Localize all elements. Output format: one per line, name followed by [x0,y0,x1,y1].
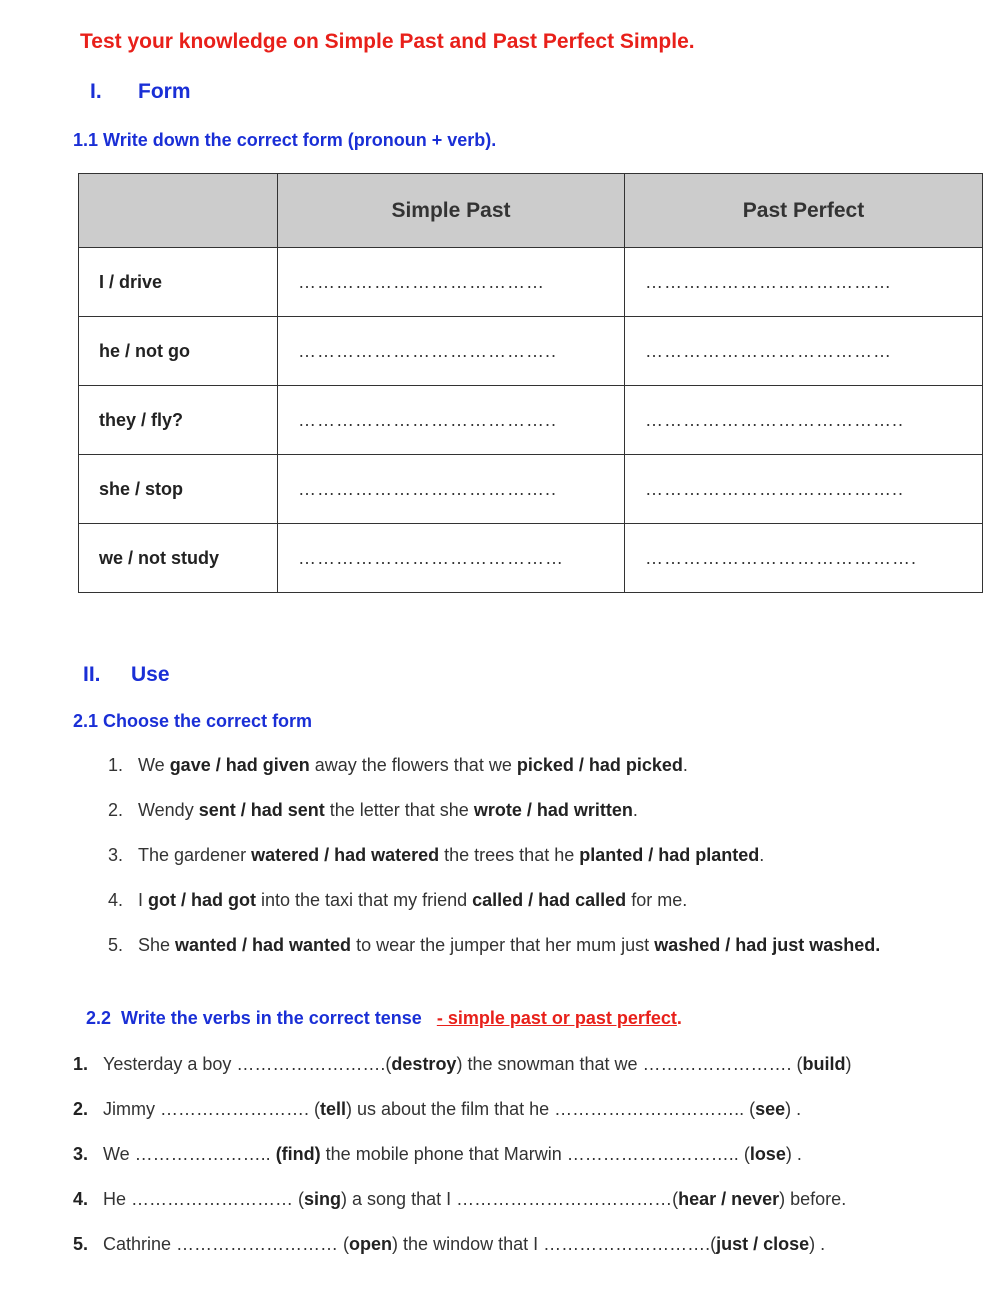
pronoun-verb-cell: she / stop [79,455,278,524]
verb-choice[interactable]: just / close [716,1234,810,1254]
section-number: II. [83,663,101,686]
choose-item [108,930,880,975]
past-perfect-blank[interactable]: ………………………………… [625,248,983,317]
write-item [73,1093,852,1138]
write-item [73,1138,852,1183]
item-number: 3. [108,845,124,865]
verb-choice[interactable]: see [755,1099,786,1119]
sentence-text: ) before. [779,1189,847,1209]
sentence-text: Cathrine ……………………… ( [103,1234,350,1254]
table-row [79,386,983,455]
sentence-text: ) [845,1054,852,1074]
verb-choice[interactable]: tell [319,1099,346,1119]
sentence-text: ) the snowman that we ……………………. ( [456,1054,803,1074]
pronoun-verb-cell: we / not study [79,524,278,593]
simple-past-blank[interactable]: ………………………………….. [278,386,625,455]
section-use-heading [83,663,170,687]
verb-choice[interactable]: lose [749,1144,786,1164]
choose-item [108,750,880,795]
sentence-text: ) a song that I ………………………………( [341,1189,679,1209]
verb-choice[interactable]: hear / never [678,1189,780,1209]
past-perfect-blank[interactable]: ………………………………….. [625,455,983,524]
sentence-text: ) . [785,1099,802,1119]
verb-choice[interactable]: sent / had sent [198,800,325,820]
pronoun-verb-cell: I / drive [79,248,278,317]
simple-past-blank[interactable]: …………………………………… [278,524,625,593]
verb-choice[interactable]: gave / had given [169,755,310,775]
past-perfect-blank[interactable]: ……………………………………. [625,524,983,593]
verb-choice[interactable]: sing [304,1189,342,1209]
sentence-text: He ……………………… ( [103,1189,305,1209]
simple-past-blank[interactable]: ………………………………… [278,248,625,317]
table-row [79,317,983,386]
worksheet-title: Test your knowledge on Simple Past and Past Perfect Simple. [80,30,695,53]
verb-choice[interactable]: planted / had planted [579,845,760,865]
verb-choice[interactable]: wanted / had wanted [175,935,352,955]
sentence-text: ) the window that I ……………………….( [392,1234,717,1254]
section-number: I. [90,80,102,103]
choose-item [108,795,880,840]
item-number: 1. [73,1054,89,1074]
verb-choice[interactable]: called / had called [472,890,627,910]
verb-choice[interactable]: destroy [391,1054,457,1074]
item-number: 3. [73,1144,89,1164]
sentence-text: the mobile phone that Marwin ……………………….. ( [320,1144,750,1164]
sentence-text: ) . [809,1234,826,1254]
verb-choice[interactable]: open [349,1234,393,1254]
table-header-row [79,174,983,248]
sentence-text: ) us about the film that he ………………………….. ( [346,1099,756,1119]
sentence-text: We [138,755,170,775]
sentence-text: the trees that he [439,845,580,865]
sentence-text: to wear the jumper that her mum just [351,935,655,955]
item-number: 2. [108,800,124,820]
section-form-heading [90,80,191,104]
item-number: 4. [73,1189,89,1209]
write-item [73,1228,852,1273]
write-verbs-list [73,1048,852,1273]
sentence-text: . [682,755,688,775]
item-number: 5. [73,1234,89,1254]
write-item [73,1048,852,1093]
exercise-2-2-heading [86,1008,682,1029]
sentence-text: ) . [785,1144,802,1164]
sentence-text: . [759,845,765,865]
table-row [79,524,983,593]
simple-past-blank[interactable]: ………………………………….. [278,455,625,524]
pronoun-verb-cell: he / not go [79,317,278,386]
table-header-cell: Simple Past [278,174,625,248]
sentence-text: We ………………….. [103,1144,276,1164]
table-row [79,455,983,524]
tense-hint: - simple past or past perfect [436,1008,677,1028]
simple-past-blank[interactable]: ………………………………….. [278,317,625,386]
choose-item [108,840,880,885]
table-header-cell: Past Perfect [625,174,983,248]
sentence-text: I [138,890,149,910]
write-item [73,1183,852,1228]
verb-choice[interactable]: wrote / had written [473,800,633,820]
verb-choice[interactable]: picked / had picked [516,755,683,775]
past-perfect-blank[interactable]: ………………………………….. [625,386,983,455]
sentence-text: the letter that she [324,800,474,820]
sentence-text: away the flowers that we [309,755,517,775]
past-perfect-blank[interactable]: ………………………………… [625,317,983,386]
item-number: 1. [108,755,124,775]
sentence-text: for me. [626,890,688,910]
item-number: 5. [108,935,124,955]
sentence-text: Wendy [138,800,199,820]
verb-choice[interactable]: got / had got [148,890,256,910]
section-label: Use [131,663,170,686]
verb-choice[interactable]: (find) [275,1144,321,1164]
exercise-number: 2.2 [86,1008,112,1028]
verb-choice[interactable]: watered / had watered [251,845,440,865]
pronoun-verb-cell: they / fly? [79,386,278,455]
sentence-text: Jimmy ……………………. ( [103,1099,320,1119]
verb-choice[interactable]: build [802,1054,846,1074]
sentence-text: . [632,800,638,820]
sentence-text: She [138,935,176,955]
exercise-1-1-heading: 1.1 Write down the correct form (pronoun + verb). [73,130,497,150]
sentence-text: The gardener [138,845,252,865]
item-number: 4. [108,890,124,910]
sentence-text: into the taxi that my friend [256,890,473,910]
choose-item [108,885,880,930]
verb-choice[interactable]: washed / had just washed. [654,935,881,955]
item-number: 2. [73,1099,89,1119]
table-header-cell [79,174,278,248]
heading-period: . [676,1008,682,1028]
sentence-text: Yesterday a boy …………………….( [103,1054,392,1074]
exercise-2-1-heading: 2.1 Choose the correct form [73,711,313,731]
exercise-instruction: Write the verbs in the correct tense [121,1008,422,1028]
choose-correct-form-list [108,750,880,975]
table-row [79,248,983,317]
section-label: Form [138,80,191,103]
form-table [78,173,983,593]
